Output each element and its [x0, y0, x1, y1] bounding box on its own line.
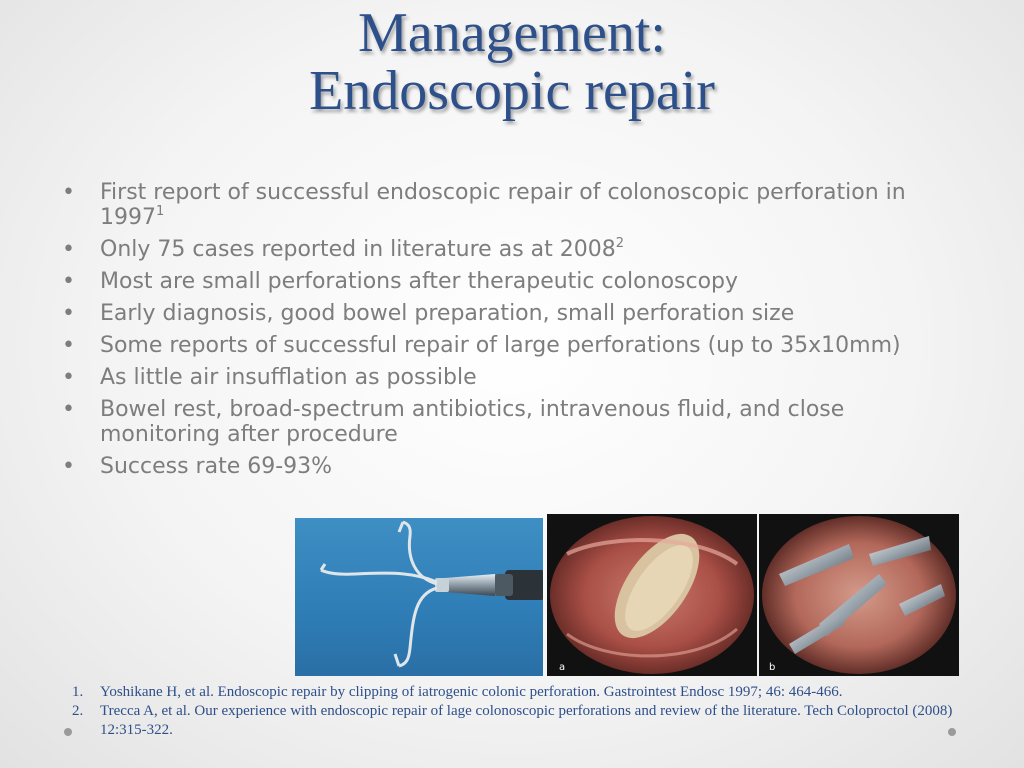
- bullet-text: Bowel rest, broad-spectrum antibiotics, intravenous fluid, and close monitoring after procedure: [100, 397, 845, 447]
- bullet-dot: •: [62, 237, 75, 262]
- bullet-dot: •: [62, 397, 75, 422]
- title-line-1: Management:: [358, 2, 666, 64]
- bullet-dot: •: [62, 333, 75, 358]
- endoscopic-view-a: [547, 514, 757, 676]
- bullet-text: Some reports of successful repair of large perforations (up to 35x10mm): [100, 333, 901, 358]
- decorative-dot-left: [64, 728, 72, 736]
- bullet-text: Only 75 cases reported in literature as at 2008: [100, 237, 616, 262]
- title-line-2: Endoscopic repair: [309, 60, 715, 122]
- reference-text: Trecca A, et al. Our experience with endoscopic repair of lage colonoscopic perforations and review of the literature. Tech Coloproctol (2008) 12:315-322.: [100, 703, 953, 738]
- endoscopic-view-b: [759, 514, 959, 676]
- bullet-text: First report of successful endoscopic repair of colonoscopic perforation in 1997: [100, 180, 906, 230]
- bullet-text: Success rate 69-93%: [100, 454, 333, 479]
- reference-list: [72, 683, 962, 740]
- reference-number: 1.: [72, 684, 84, 700]
- panel-b-label: b: [769, 662, 776, 673]
- bullet-text: As little air insufflation as possible: [100, 365, 477, 390]
- reference-text: Yoshikane H, et al. Endoscopic repair by clipping of iatrogenic colonic perforation. Gastrointest Endosc 1997; 46: 464-466.: [100, 684, 843, 700]
- bullet-item: [62, 365, 942, 390]
- bullet-dot: •: [62, 180, 75, 205]
- reference-number: 2.: [72, 703, 84, 719]
- bullet-list: [62, 180, 942, 486]
- footnote-marker: 1: [156, 204, 165, 219]
- slide-title: [0, 4, 1024, 120]
- bullet-item: [62, 397, 942, 447]
- endoclip-photo: [295, 518, 543, 676]
- bullet-text: Early diagnosis, good bowel preparation, small perforation size: [100, 301, 795, 326]
- footnote-marker: 2: [615, 236, 625, 251]
- bullet-item: [62, 333, 942, 358]
- bullet-dot: •: [62, 269, 75, 294]
- bullet-text: Most are small perforations after therapeutic colonoscopy: [100, 269, 739, 294]
- bullet-item: [62, 180, 942, 230]
- panel-a-label: a: [559, 662, 566, 673]
- bullet-dot: •: [62, 301, 75, 326]
- bullet-dot: •: [62, 454, 75, 479]
- bullet-item: [62, 237, 942, 262]
- decorative-dot-right: [948, 728, 956, 736]
- bullet-item: [62, 454, 942, 479]
- reference-item: [72, 702, 962, 740]
- bullet-dot: •: [62, 365, 75, 390]
- reference-item: [72, 683, 962, 702]
- bullet-item: [62, 269, 942, 294]
- bullet-item: [62, 301, 942, 326]
